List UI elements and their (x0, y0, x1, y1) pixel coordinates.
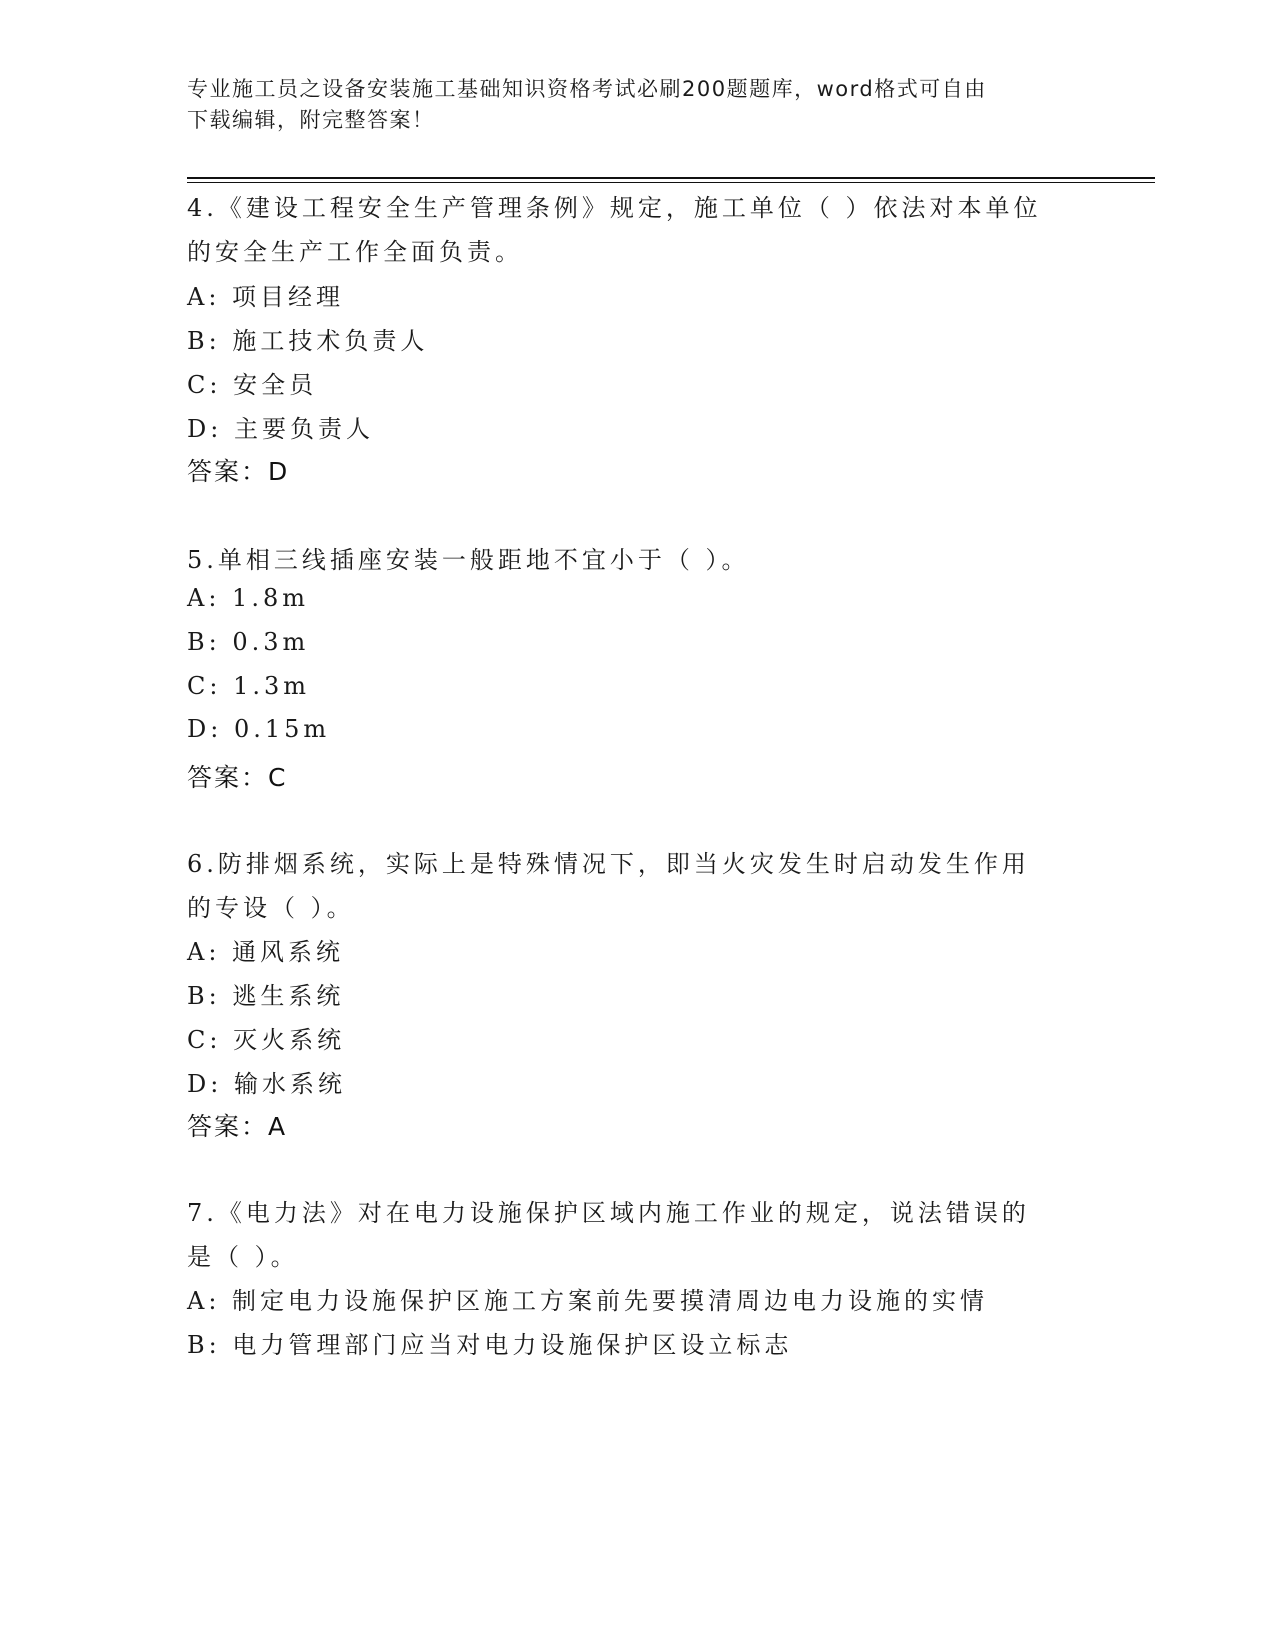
question-5-option-d: D: 0.15m (187, 715, 331, 743)
question-5-answer: 答案：C (187, 763, 288, 792)
question-7-option-a: A: 制定电力设施保护区施工方案前先要摸清周边电力设施的实情 (187, 1287, 989, 1315)
question-6-option-c: C: 灭火系统 (187, 1026, 346, 1054)
header-divider-thick (187, 177, 1155, 179)
header-divider-thin (187, 182, 1155, 183)
question-6-stem-line-1: 6.防排烟系统，实际上是特殊情况下，即当火灾发生时启动发生作用 (187, 850, 1030, 878)
question-4-answer: 答案：D (187, 457, 290, 486)
question-5-stem-line-1: 5.单相三线插座安装一般距地不宜小于（ ）。 (187, 546, 750, 574)
question-4-stem-line-1: 4.《建设工程安全生产管理条例》规定，施工单位（ ）依法对本单位 (187, 194, 1042, 222)
header-line-1: 专业施工员之设备安装施工基础知识资格考试必刷200题题库，word格式可自由 (187, 77, 987, 101)
header-line-2: 下载编辑，附完整答案！ (187, 108, 435, 132)
question-7-stem-line-1: 7.《电力法》对在电力设施保护区域内施工作业的规定，说法错误的 (187, 1199, 1030, 1227)
question-4-option-d: D: 主要负责人 (187, 415, 374, 443)
question-6-answer: 答案：A (187, 1112, 288, 1141)
question-4-option-b: B: 施工技术负责人 (187, 327, 429, 355)
question-5-option-a: A: 1.8m (187, 584, 309, 612)
question-5-option-c: C: 1.3m (187, 672, 311, 700)
document-header (187, 74, 1067, 136)
question-6-option-a: A: 通风系统 (187, 938, 345, 966)
question-4-option-c: C: 安全员 (187, 371, 318, 399)
question-7-option-b: B: 电力管理部门应当对电力设施保护区设立标志 (187, 1331, 793, 1359)
question-6-stem-line-2: 的专设（ ）。 (187, 894, 355, 922)
question-4-stem-line-2: 的安全生产工作全面负责。 (187, 238, 523, 266)
question-6-option-b: B: 逃生系统 (187, 982, 345, 1010)
question-7-stem-line-2: 是（ ）。 (187, 1243, 299, 1271)
question-6-option-d: D: 输水系统 (187, 1070, 346, 1098)
question-4-option-a: A: 项目经理 (187, 283, 345, 311)
question-5-option-b: B: 0.3m (187, 628, 310, 656)
